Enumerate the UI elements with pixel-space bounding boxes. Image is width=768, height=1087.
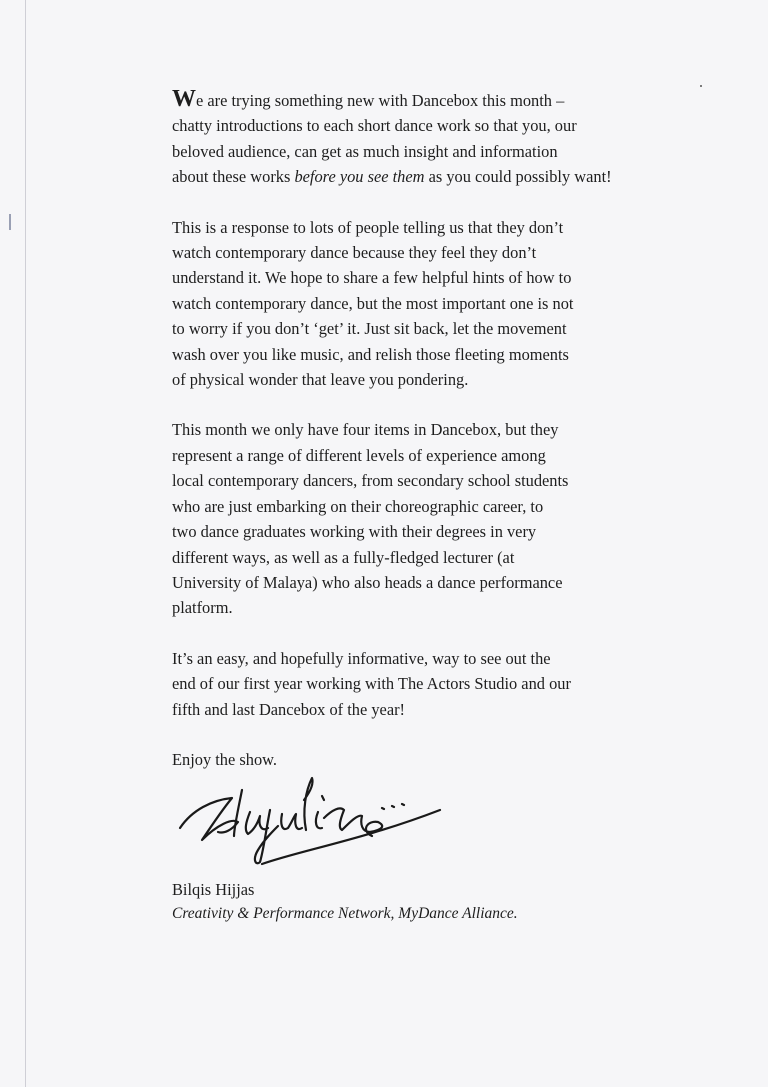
items-line: University of Malaya) who also heads a dance performance	[172, 572, 563, 592]
intro-line-4-end: as you could possibly want!	[424, 167, 612, 187]
items-line: local contemporary dancers, from secondary school students	[172, 471, 569, 491]
response-line: understand it. We hope to share a few helpful hints of how to	[172, 268, 572, 288]
paragraph-conclusion	[172, 646, 717, 722]
intro-line-4-emphasis: before you see them	[294, 167, 425, 187]
response-line: wash over you like music, and relish those fleeting moments	[172, 344, 569, 364]
conclusion-line: end of our first year working with The Actors Studio and our	[172, 674, 571, 694]
paragraph-items	[172, 417, 717, 620]
items-line: This month we only have four items in Dancebox, but they	[172, 420, 559, 440]
page-fold-line	[25, 0, 26, 1087]
signatory-organisation: Creativity & Performance Network, MyDance Alliance.	[172, 905, 518, 922]
intro-line-3: beloved audience, can get as much insight and information	[172, 141, 558, 161]
intro-line-4-start: about these works	[172, 167, 295, 187]
page-edge-mark	[9, 214, 11, 230]
response-line: watch contemporary dance, but the most important one is not	[172, 293, 574, 313]
signatory-name: Bilqis Hijjas	[172, 880, 255, 899]
items-line: two dance graduates working with their degrees in very	[172, 522, 537, 542]
response-line: of physical wonder that leave you pondering.	[172, 370, 469, 390]
items-line: who are just embarking on their choreographic career, to	[172, 496, 544, 516]
items-line: represent a range of different levels of experience among	[172, 445, 546, 465]
handwritten-signature	[172, 770, 452, 870]
response-line: This is a response to lots of people telling us that they don’t	[172, 217, 564, 237]
intro-line-1: e are trying something new with Dancebox this month –	[196, 91, 565, 110]
response-line: watch contemporary dance because they feel they don’t	[172, 243, 537, 263]
letter-body	[172, 88, 717, 797]
conclusion-line: It’s an easy, and hopefully informative, way to see out the	[172, 648, 551, 668]
intro-line-2: chatty introductions to each short dance work so that you, our	[172, 116, 577, 136]
drop-cap: W	[172, 86, 196, 112]
response-line: to worry if you don’t ‘get’ it. Just sit back, let the movement	[172, 319, 567, 339]
items-line: platform.	[172, 598, 233, 618]
conclusion-line: fifth and last Dancebox of the year!	[172, 699, 406, 719]
paragraph-response	[172, 215, 717, 393]
closing-line: Enjoy the show.	[172, 749, 278, 769]
scan-speck	[700, 85, 702, 87]
paragraph-intro	[172, 88, 717, 190]
items-line: different ways, as well as a fully-fledged lecturer (at	[172, 547, 515, 567]
